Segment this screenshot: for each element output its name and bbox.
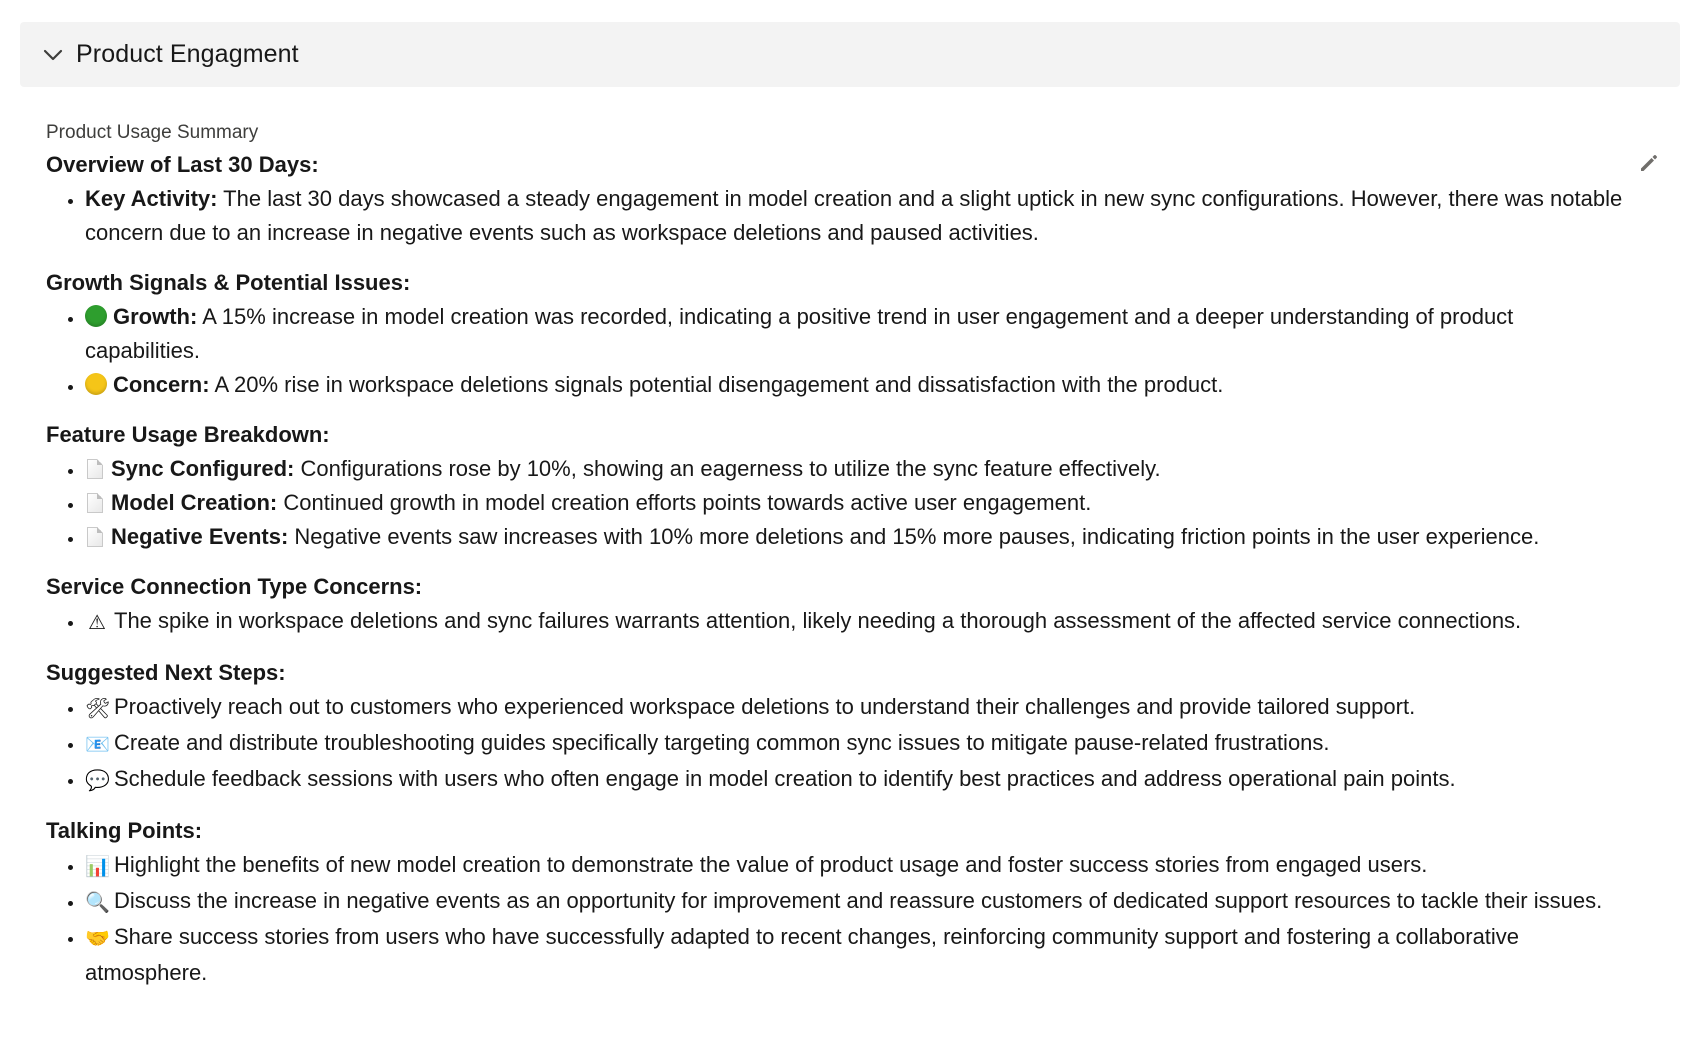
magnifier-icon: 🔍: [85, 892, 110, 914]
bullet-list: [46, 848, 1626, 990]
bullet-item: [85, 884, 1626, 920]
bullet-lead: Growth:: [113, 304, 198, 329]
bullet-list: [46, 452, 1626, 554]
bullet-item: [85, 690, 1626, 726]
summary-section: [46, 420, 1626, 554]
summary-section: [46, 572, 1626, 640]
bullet-text: Proactively reach out to customers who experienced workspace deletions to understand their challenges and provide tailored support.: [114, 694, 1416, 719]
bullet-text: Share success stories from users who have successfully adapted to recent changes, reinforcing community support and fostering a collaborative atmosphere.: [85, 924, 1520, 985]
summary-section: [46, 816, 1626, 990]
section-heading: Suggested Next Steps:: [46, 660, 286, 685]
bullet-item: [85, 520, 1626, 554]
green-circle-icon: [85, 305, 107, 327]
section-header-product-engagement[interactable]: [20, 22, 1680, 87]
pencil-icon[interactable]: [1636, 150, 1662, 176]
bullet-list: [46, 604, 1626, 640]
bullet-item: [85, 726, 1626, 762]
bullet-list: [46, 182, 1626, 250]
bullet-lead: Sync Configured:: [111, 456, 295, 481]
bullet-text: Continued growth in model creation efforts points towards active user engagement.: [283, 490, 1092, 515]
bullet-text: Negative events saw increases with 10% more deletions and 15% more pauses, indicating friction points in the user experience.: [294, 524, 1540, 549]
field-label: Product Usage Summary: [46, 122, 259, 143]
bullet-item: [85, 848, 1626, 884]
bullet-lead: Negative Events:: [111, 524, 289, 549]
bullet-text: A 15% increase in model creation was recorded, indicating a positive trend in user engagement and a deeper understanding of product capabilities.: [85, 304, 1514, 363]
bullet-text: Highlight the benefits of new model creation to demonstrate the value of product usage and foster success stories from engaged users.: [114, 852, 1428, 877]
bullet-item: [85, 604, 1626, 640]
product-usage-summary-field: [46, 120, 1626, 1008]
section-heading: Feature Usage Breakdown:: [46, 422, 330, 447]
document-icon: [87, 459, 103, 479]
bullet-item: [85, 368, 1626, 402]
handshake-icon: 🤝: [85, 928, 110, 950]
bullet-text: Discuss the increase in negative events as an opportunity for improvement and reassure customers of dedicated support resources to tackle their issues.: [114, 888, 1603, 913]
summary-section: [46, 268, 1626, 402]
email-icon: 📧: [85, 734, 110, 756]
bullet-text: Schedule feedback sessions with users who often engage in model creation to identify best practices and address operational pain points.: [114, 766, 1456, 791]
bullet-list: [46, 690, 1626, 798]
bullet-text: The last 30 days showcased a steady engagement in model creation and a slight uptick in new sync configurations. However, there was notable concern due to an increase in negative events such as workspace deletions and paused activities.: [85, 186, 1623, 245]
bullet-lead: Concern:: [113, 372, 210, 397]
bullet-lead: Key Activity:: [85, 186, 218, 211]
section-title: Product Engagment: [76, 40, 299, 68]
section-heading: Overview of Last 30 Days:: [46, 152, 319, 177]
bullet-list: [46, 300, 1626, 402]
bullet-item: [85, 300, 1626, 368]
bullet-text: A 20% rise in workspace deletions signals potential disengagement and dissatisfaction with the product.: [214, 372, 1224, 397]
warning-icon: ⚠: [88, 612, 106, 634]
speech-bubble-icon: 💬: [85, 770, 110, 792]
section-heading: Talking Points:: [46, 818, 203, 843]
tools-icon: 🛠: [85, 698, 111, 720]
summary-section: [46, 150, 1626, 250]
bullet-item: [85, 762, 1626, 798]
yellow-circle-icon: [85, 373, 107, 395]
bullet-item: [85, 486, 1626, 520]
section-heading: Growth Signals & Potential Issues:: [46, 270, 411, 295]
document-icon: [87, 527, 103, 547]
bullet-item: [85, 452, 1626, 486]
bar-chart-icon: 📊: [85, 856, 110, 878]
summary-section: [46, 658, 1626, 798]
bullet-item: [85, 182, 1626, 250]
document-icon: [87, 493, 103, 513]
bullet-text: The spike in workspace deletions and sync failures warrants attention, likely needing a thorough assessment of the affected service connections.: [114, 608, 1522, 633]
bullet-item: [85, 920, 1626, 990]
bullet-text: Create and distribute troubleshooting guides specifically targeting common sync issues to mitigate pause-related frustrations.: [114, 730, 1330, 755]
chevron-down-icon[interactable]: [42, 44, 64, 66]
section-heading: Service Connection Type Concerns:: [46, 574, 423, 599]
summary-body: [46, 150, 1626, 990]
bullet-text: Configurations rose by 10%, showing an eagerness to utilize the sync feature effectively.: [300, 456, 1161, 481]
bullet-lead: Model Creation:: [111, 490, 278, 515]
